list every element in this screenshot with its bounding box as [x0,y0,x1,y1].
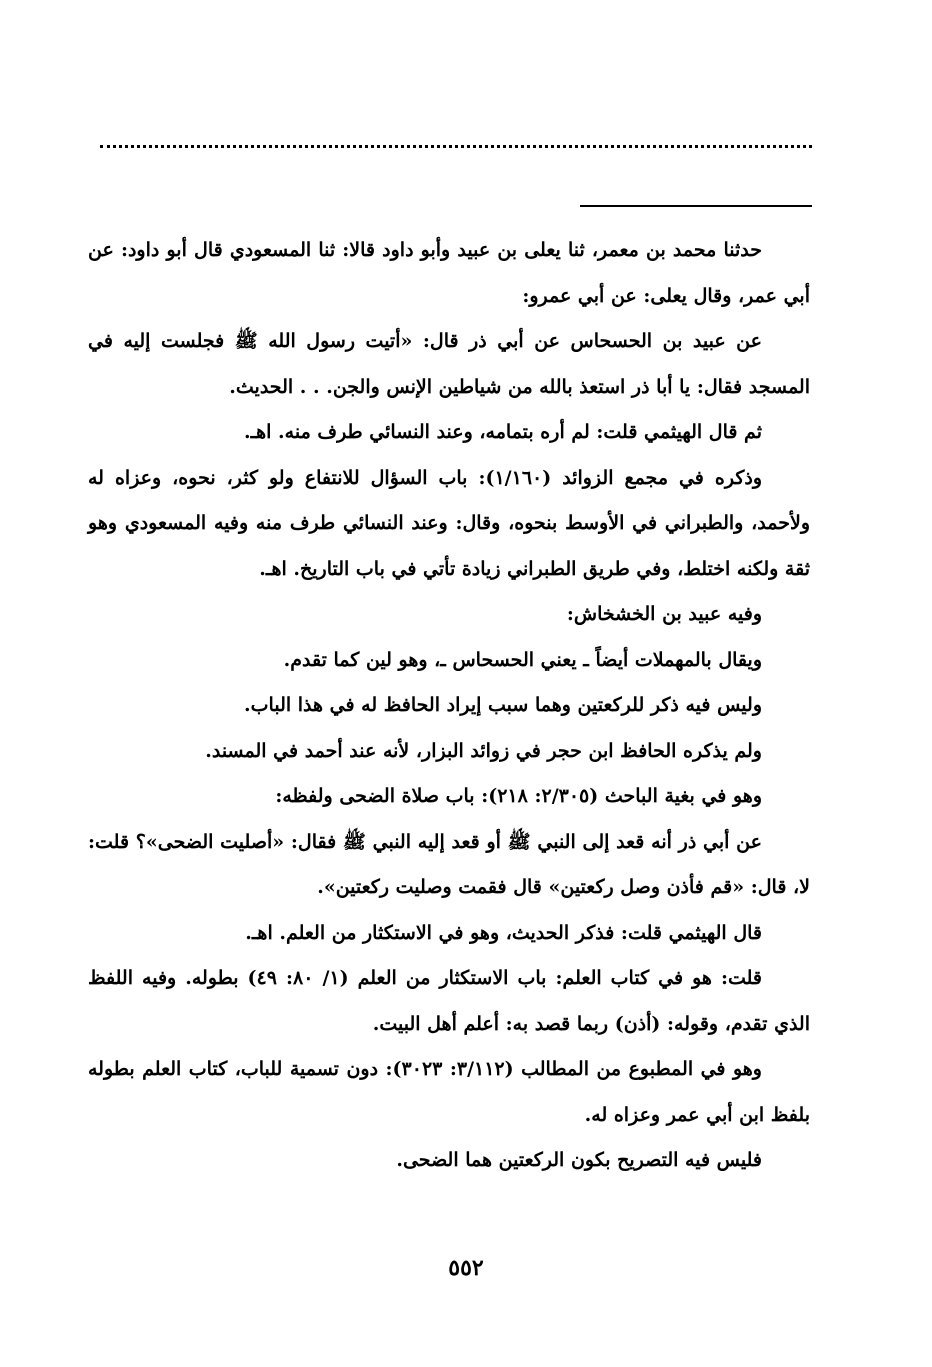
paragraph-1: حدثنا محمد بن معمر، ثنا يعلى بن عبيد وأبو داود قالا: ثنا المسعودي قال أبو داود: عن أبي عمر، وقال يعلى: عن أبي عمرو: [88,239,810,307]
footnote-rule [580,205,812,207]
page-number: ٥٥٢ [448,1255,484,1281]
paragraph-12: قلت: هو في كتاب العلم: باب الاستكثار من العلم (١/ ٨٠: ٤٩) بطوله. وفيه اللفظ الذي تقدم، وقوله: (أذن) ربما قصد به: أعلم أهل البيت. [88,967,810,1035]
paragraph-11: قال الهيثمي قلت: فذكر الحديث، وهو في الاستكثار من العلم. اهـ. [245,921,762,944]
paragraph-3: ثم قال الهيثمي قلت: لم أره بتمامه، وعند النسائي طرف منه. اهـ. [243,421,762,443]
paragraph-2: عن عبيد بن الحسحاس عن أبي ذر قال: «أتيت رسول الله ﷺ فجلست إليه في المسجد فقال: يا أبا ذر استعذ بالله من شياطين الإنس والجن. . . الحديث. [88,330,810,398]
paragraph-5: وفيه عبيد بن الخشخاش: [566,603,762,625]
paragraph-10: عن أبي ذر أنه قعد إلى النبي ﷺ أو قعد إليه النبي ﷺ فقال: «أصليت الضحى»؟ قلت: لا، قال: «قم فأذن وصل ركعتين» قال فقمت وصليت ركعتين». [88,830,810,898]
paragraph-13: وهو في المطبوع من المطالب (٣/١١٢: ٣٠٢٣): دون تسمية للباب، كتاب العلم بطوله بلفظ ابن أبي عمر وعزاه له. [88,1058,810,1126]
paragraph-8: ولم يذكره الحافظ ابن حجر في زوائد البزار، لأنه عند أحمد في المسند. [205,739,762,762]
paragraph-4: وذكره في مجمع الزوائد (١/١٦٠): باب السؤال للانتفاع ولو كثر، نحوه، وعزاه له ولأحمد، والطبراني في الأوسط بنحوه، وقال: وعند النسائي طرف منه وفيه المسعودي وهو ثقة ولكنه اختلط، وفي طريق الطبراني زيادة تأتي في باب التاريخ. اهـ. [88,466,810,580]
paragraph-9: وهو في بغية الباحث (٢/٣٠٥: ٢١٨): باب صلاة الضحى ولفظه: [275,785,762,807]
dotted-separator [100,145,812,148]
main-text [88,228,810,1184]
paragraph-7: وليس فيه ذكر للركعتين وهما سبب إيراد الحافظ له في هذا الباب. [244,694,762,716]
paragraph-14: فليس فيه التصريح بكون الركعتين هما الضحى. [396,1149,762,1171]
paragraph-6: ويقال بالمهملات أيضاً ـ يعني الحسحاس ـ، وهو لين كما تقدم. [283,648,762,671]
